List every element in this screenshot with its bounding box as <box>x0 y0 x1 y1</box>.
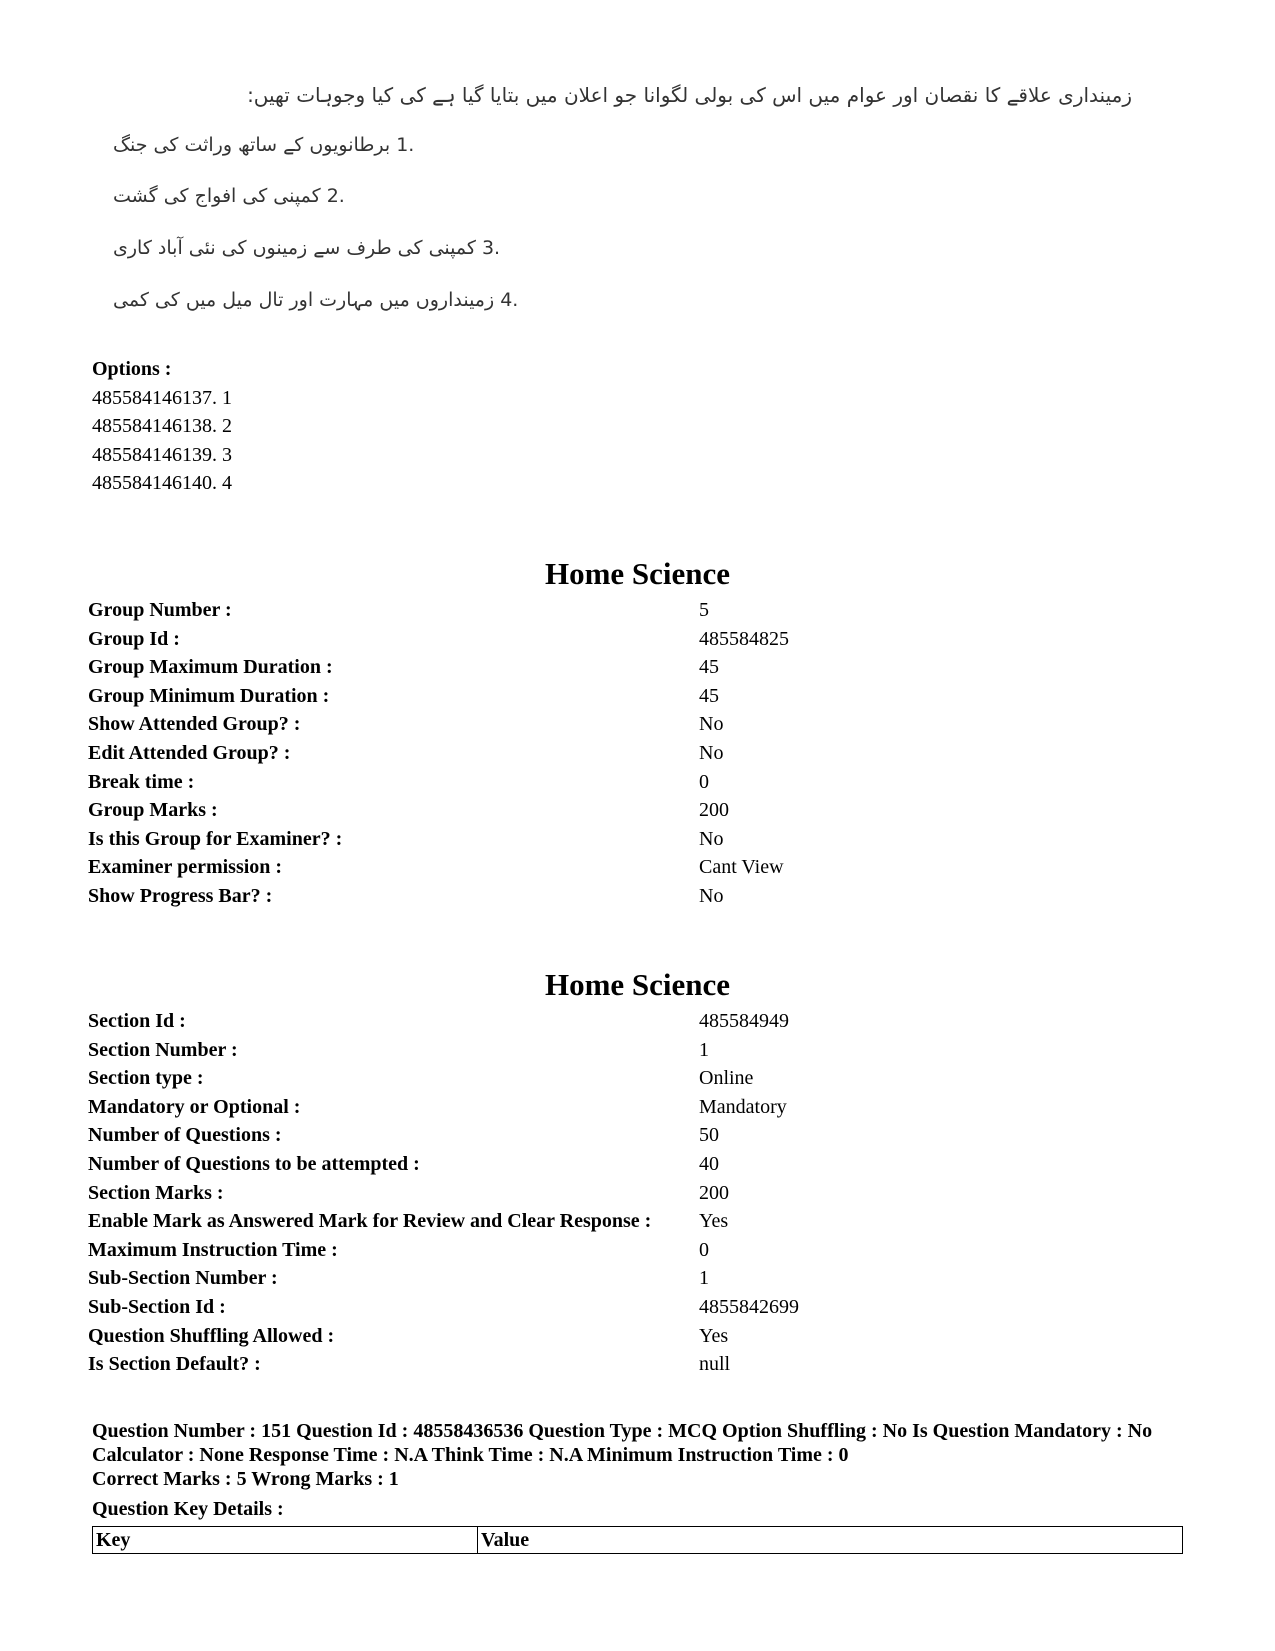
group-value: 5 <box>699 599 709 621</box>
section-title: Home Science <box>544 967 731 1002</box>
section-key: Section Number : <box>88 1038 238 1061</box>
statement-text: برطانویوں کے ساتھ وراثت کی جنگ <box>113 134 391 156</box>
table-header-key: Key <box>93 1527 478 1554</box>
statement-number: 1. <box>396 134 415 156</box>
section-row <box>88 1150 719 1179</box>
section-row <box>88 1207 729 1236</box>
group-row <box>88 882 724 911</box>
options-block <box>92 355 232 498</box>
question-key-table <box>92 1526 1183 1554</box>
group-key: Group Minimum Duration : <box>88 684 330 707</box>
section-value: 485584949 <box>699 1010 789 1032</box>
section-value: 1 <box>699 1267 709 1290</box>
group-title: Home Science <box>544 556 731 591</box>
group-row <box>88 768 709 797</box>
group-key: Show Attended Group? : <box>88 713 301 736</box>
group-value: No <box>699 884 724 907</box>
section-row <box>88 1179 729 1208</box>
section-row <box>88 1350 731 1379</box>
group-row <box>88 710 724 739</box>
statement-number: 4. <box>500 289 519 311</box>
statement-number: 3. <box>481 237 501 259</box>
option-item: 485584146140. 4 <box>92 472 232 494</box>
section-value: Yes <box>699 1210 729 1233</box>
section-key: Sub-Section Number : <box>88 1267 278 1290</box>
statement-item <box>113 134 414 156</box>
group-row <box>88 596 709 625</box>
section-row <box>88 1236 709 1265</box>
group-key: Examiner permission : <box>88 856 283 879</box>
group-key: Group Maximum Duration : <box>88 656 333 679</box>
section-details <box>88 1007 799 1379</box>
section-value: 200 <box>699 1181 729 1204</box>
question-info: Question Number : 151 Question Id : 48558436536 Question Type : MCQ Option Shuffling : No Is Question Mandatory : No Calculator : None Response Time : N.A Think Time : N.A Minimum Instruction Time : 0 <box>92 1420 1153 1466</box>
statement-item <box>113 237 500 259</box>
group-value: No <box>699 741 724 764</box>
section-row <box>88 1093 787 1122</box>
section-row <box>88 1264 709 1293</box>
section-row <box>88 1322 729 1351</box>
section-value: null <box>699 1353 731 1376</box>
section-value: 4855842699 <box>699 1295 799 1318</box>
section-key: Mandatory or Optional : <box>88 1095 301 1118</box>
section-key: Is Section Default? : <box>88 1353 261 1376</box>
group-value: 45 <box>699 684 719 707</box>
group-row <box>88 625 789 654</box>
option-item: 485584146137. 1 <box>92 386 232 409</box>
section-row <box>88 1121 719 1150</box>
question-key-details-label: Question Key Details : <box>92 1498 284 1520</box>
statement-text: زمینداروں میں مہارت اور تال میل میں کی کمی <box>113 289 495 311</box>
group-row <box>88 682 719 711</box>
statement-item <box>113 289 518 311</box>
section-key: Sub-Section Id : <box>88 1295 226 1318</box>
option-item: 485584146138. 2 <box>92 415 232 437</box>
group-key: Show Progress Bar? : <box>88 884 273 907</box>
section-key: Enable Mark as Answered Mark for Review and Clear Response : <box>88 1210 652 1233</box>
section-key: Section Marks : <box>88 1181 224 1204</box>
section-value: 50 <box>699 1124 719 1147</box>
section-key: Section Id : <box>88 1010 186 1032</box>
group-value: 485584825 <box>699 627 789 650</box>
table-row <box>93 1527 1183 1554</box>
group-key: Group Number : <box>88 599 232 621</box>
question-stem-urdu: زمینداری علاقے کا نقصان اور عوام میں اس کی بولی لگوانا جو اعلان میں بتایا گیا ہے کی کیا وجوہات تھیں: <box>247 83 1132 107</box>
section-key: Number of Questions : <box>88 1124 282 1147</box>
section-value: Yes <box>699 1324 729 1347</box>
group-row <box>88 653 719 682</box>
section-value: Online <box>699 1067 754 1090</box>
group-key: Group Id : <box>88 627 180 650</box>
statement-item <box>113 185 345 207</box>
group-value: 0 <box>699 770 709 793</box>
option-item: 485584146139. 3 <box>92 443 232 466</box>
group-row <box>88 853 784 882</box>
group-key: Edit Attended Group? : <box>88 741 291 764</box>
section-key: Section type : <box>88 1067 204 1090</box>
section-value: 40 <box>699 1152 719 1175</box>
group-value: Cant View <box>699 856 784 879</box>
group-row <box>88 739 724 768</box>
section-value: 0 <box>699 1238 709 1261</box>
group-key: Group Marks : <box>88 799 218 822</box>
group-value: 200 <box>699 799 729 822</box>
group-key: Is this Group for Examiner? : <box>88 827 343 850</box>
section-key: Maximum Instruction Time : <box>88 1238 338 1261</box>
section-row <box>88 1064 754 1093</box>
group-row <box>88 796 729 825</box>
group-value: No <box>699 827 724 850</box>
section-row <box>88 1036 709 1065</box>
section-value: Mandatory <box>699 1095 787 1118</box>
group-value: No <box>699 713 724 736</box>
statement-number: 2. <box>326 185 345 207</box>
section-key: Question Shuffling Allowed : <box>88 1324 335 1347</box>
options-label: Options : <box>92 358 172 380</box>
group-details <box>88 596 789 911</box>
statement-text: کمپنی کی افواج کی گشت <box>113 185 321 207</box>
group-row <box>88 825 724 854</box>
group-key: Break time : <box>88 770 195 793</box>
statement-text: کمپنی کی طرف سے زمینوں کی نئی آباد کاری <box>113 237 476 259</box>
group-value: 45 <box>699 656 719 679</box>
section-value: 1 <box>699 1038 709 1061</box>
table-header-value: Value <box>478 1527 1183 1554</box>
section-key: Number of Questions to be attempted : <box>88 1152 420 1175</box>
section-row <box>88 1293 799 1322</box>
question-marks: Correct Marks : 5 Wrong Marks : 1 <box>92 1468 399 1490</box>
section-row <box>88 1007 789 1036</box>
